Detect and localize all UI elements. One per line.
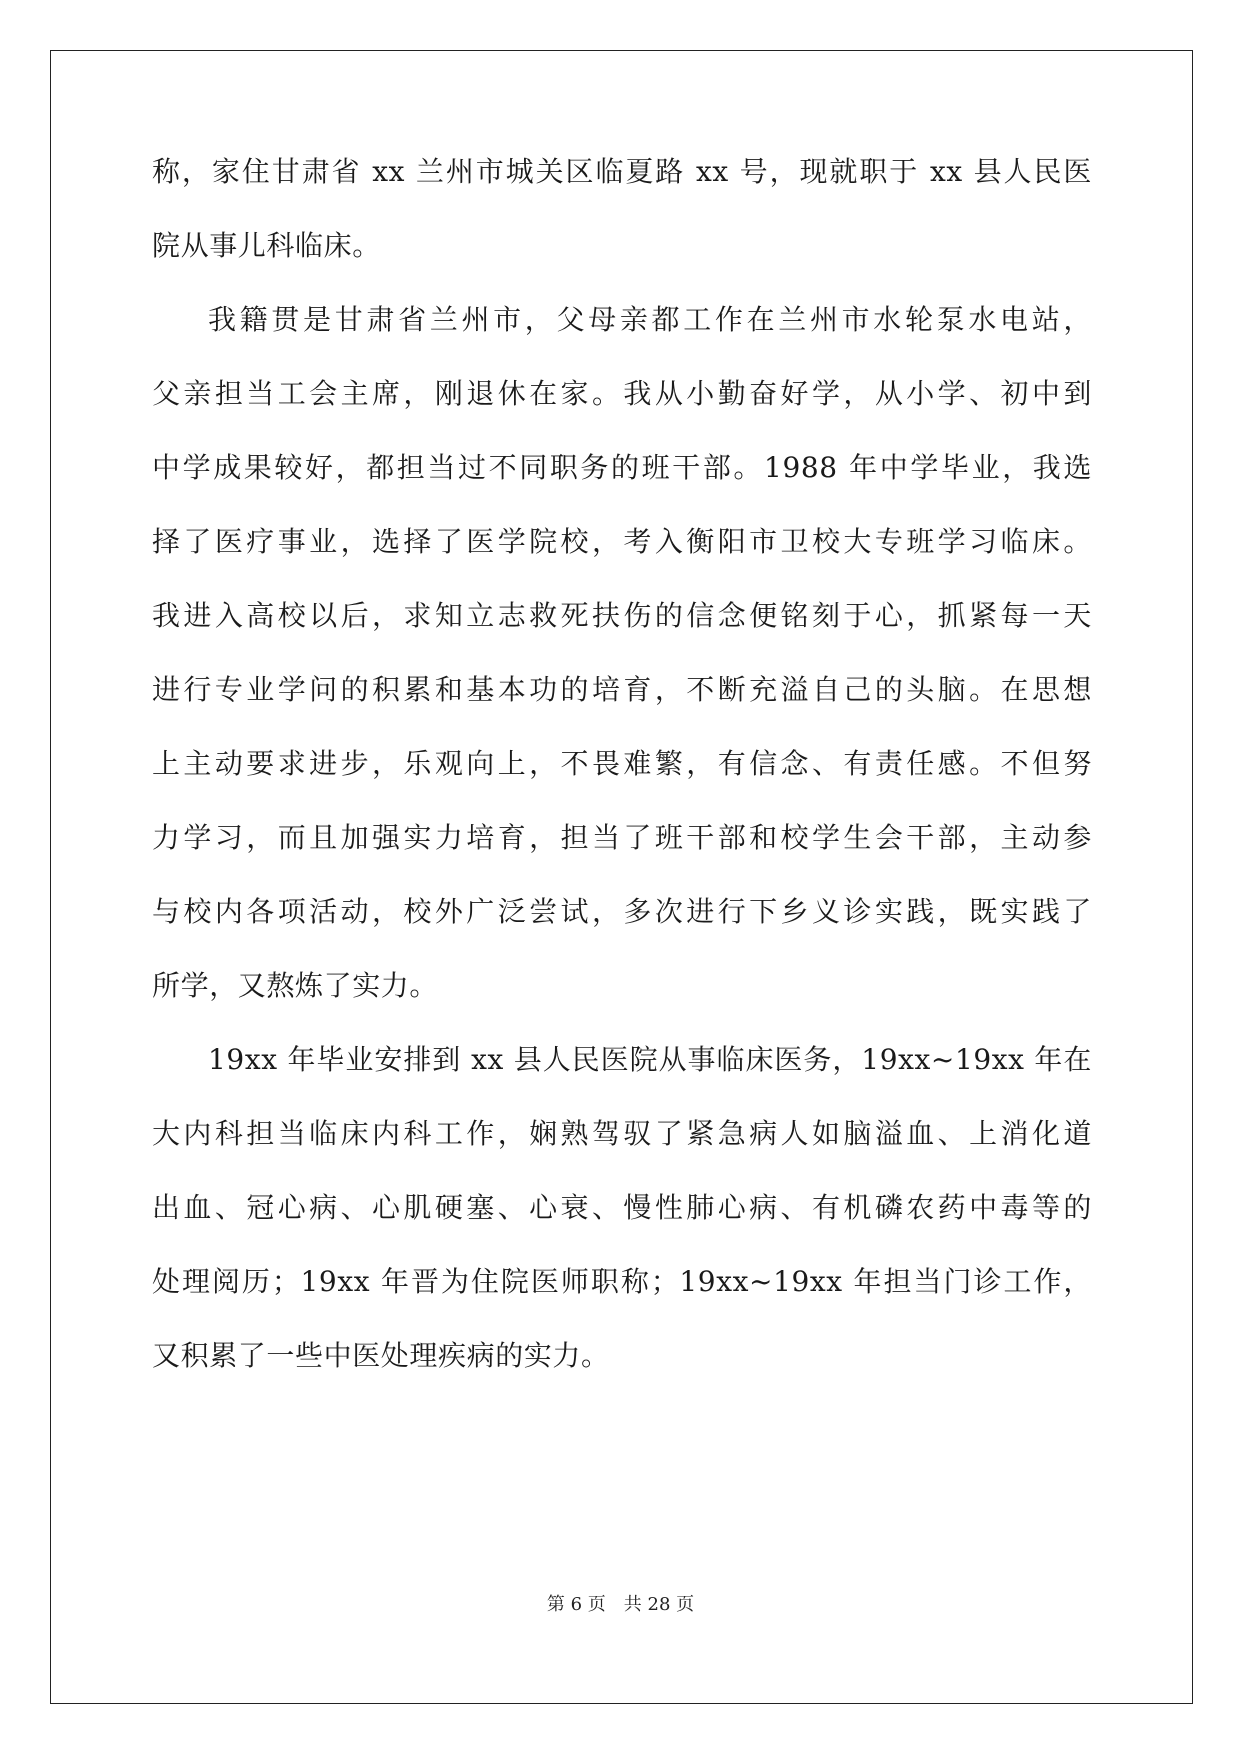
text-line: 择了医疗事业，选择了医学院校，考入衡阳市卫校大专班学习临床。 xyxy=(152,525,1092,558)
text-line: 与校内各项活动，校外广泛尝试，多次进行下乡义诊实践，既实践了 xyxy=(152,895,1092,928)
text-line: 出血、冠心病、心肌硬塞、心衰、慢性肺心病、有机磷农药中毒等的 xyxy=(152,1191,1092,1224)
text-line: 进行专业学问的积累和基本功的培育，不断充溢自己的头脑。在思想 xyxy=(152,673,1092,706)
page-number: 第 6 页 xyxy=(546,1594,606,1615)
page-footer xyxy=(0,1593,1241,1617)
page-border xyxy=(50,50,1193,1704)
text-line: 又积累了一些中医处理疾病的实力。 xyxy=(152,1339,610,1372)
page-total: 共 28 页 xyxy=(623,1594,695,1615)
text-line: 中学成果较好，都担当过不同职务的班干部。1988 年中学毕业，我选 xyxy=(152,451,1092,484)
text-line: 我进入高校以后，求知立志救死扶伤的信念便铭刻于心，抓紧每一天 xyxy=(152,599,1092,632)
text-line: 所学，又熬炼了实力。 xyxy=(152,969,439,1002)
text-line: 力学习，而且加强实力培育，担当了班干部和校学生会干部，主动参 xyxy=(152,821,1092,854)
text-line: 处理阅历；19xx 年晋为住院医师职称；19xx~19xx 年担当门诊工作， xyxy=(152,1265,1092,1298)
text-line: 上主动要求进步，乐观向上，不畏难繁，有信念、有责任感。不但努 xyxy=(152,747,1092,780)
text-line: 我籍贯是甘肃省兰州市，父母亲都工作在兰州市水轮泵水电站， xyxy=(208,303,1092,336)
text-line: 大内科担当临床内科工作，娴熟驾驭了紧急病人如脑溢血、上消化道 xyxy=(152,1117,1092,1150)
text-line: 院从事儿科临床。 xyxy=(152,229,381,262)
text-line: 称，家住甘肃省 xx 兰州市城关区临夏路 xx 号，现就职于 xx 县人民医 xyxy=(152,155,1092,188)
text-line: 19xx 年毕业安排到 xx 县人民医院从事临床医务，19xx~19xx 年在 xyxy=(208,1043,1092,1076)
text-line: 父亲担当工会主席，刚退休在家。我从小勤奋好学，从小学、初中到 xyxy=(152,377,1092,410)
